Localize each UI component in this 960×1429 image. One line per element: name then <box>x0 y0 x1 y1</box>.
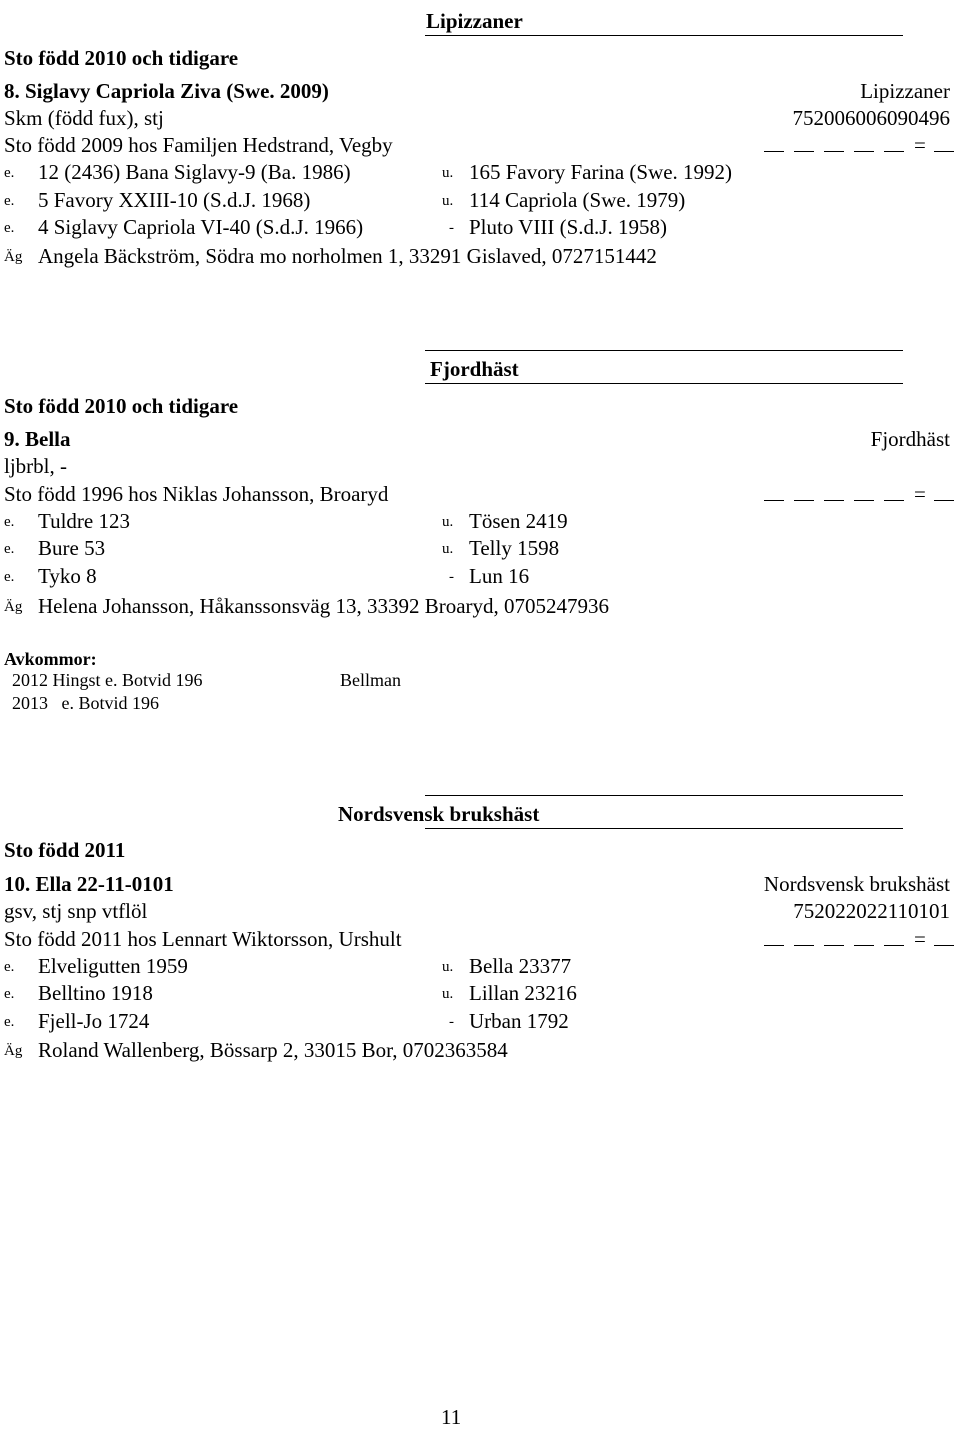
pedigree-sire: Bure 53 <box>38 536 106 560</box>
score-blanks <box>764 929 954 950</box>
owner: Angela Bäckström, Södra mo norholmen 1, 33291 Gislaved, 0727151442 <box>38 244 657 268</box>
pedigree-dam: Bella 23377 <box>469 954 572 978</box>
pedigree-prefix: e. <box>4 541 15 557</box>
category-title: Sto född 2010 och tidigare <box>4 394 239 418</box>
heading-rule <box>425 35 903 36</box>
pedigree-sep: u. <box>442 959 454 975</box>
owner-label: Äg <box>4 599 23 615</box>
horse-color: ljbrbl, - <box>4 454 67 478</box>
pedigree-dam: Pluto VIII (S.d.J. 1958) <box>469 215 667 239</box>
horse-reg-number: 752022022110101 <box>793 899 950 923</box>
heading-rule <box>425 383 903 384</box>
score-blanks <box>764 135 954 156</box>
score-blank <box>764 929 784 946</box>
category-title: Sto född 2011 <box>4 838 126 862</box>
owner-label: Äg <box>4 249 23 265</box>
score-blanks <box>764 484 954 505</box>
pedigree-sep: u. <box>442 165 454 181</box>
pedigree-sire: Tuldre 123 <box>38 509 130 533</box>
pedigree-dam: Urban 1792 <box>469 1009 569 1033</box>
score-blank <box>824 484 844 501</box>
pedigree-prefix: e. <box>4 959 15 975</box>
horse-name: 8. Siglavy Capriola Ziva (Swe. 2009) <box>4 79 329 103</box>
score-blank <box>884 484 904 501</box>
pedigree-dam: Lillan 23216 <box>469 981 577 1005</box>
pedigree-prefix: e. <box>4 165 15 181</box>
score-blank <box>884 929 904 946</box>
pedigree-sire: Fjell-Jo 1724 <box>38 1009 150 1033</box>
bred-by: Sto född 2011 hos Lennart Wiktorsson, Urshult <box>4 927 402 951</box>
pedigree-sire: Tyko 8 <box>38 564 97 588</box>
pedigree-sep: - <box>449 1014 454 1030</box>
pedigree-sep: u. <box>442 193 454 209</box>
pedigree-prefix: e. <box>4 986 15 1002</box>
score-blank <box>824 929 844 946</box>
score-blank <box>854 135 874 152</box>
pedigree-prefix: e. <box>4 193 15 209</box>
horse-breed: Lipizzaner <box>860 79 950 103</box>
pedigree-dam: 114 Capriola (Swe. 1979) <box>469 188 686 212</box>
offspring-name: Bellman <box>340 670 401 690</box>
horse-name: 10. Ella 22-11-0101 <box>4 872 174 896</box>
pedigree-prefix: e. <box>4 220 15 236</box>
pedigree-dam: Tösen 2419 <box>469 509 568 533</box>
pedigree-sep: - <box>449 220 454 236</box>
section-heading: Nordsvensk brukshäst <box>338 802 540 826</box>
offspring-row: 2013 e. Botvid 196 <box>12 693 159 713</box>
score-total-blank <box>934 135 954 152</box>
horse-breed: Fjordhäst <box>870 427 950 451</box>
heading-rule-top <box>425 795 903 796</box>
score-blank <box>764 484 784 501</box>
pedigree-sire: 5 Favory XXIII-10 (S.d.J. 1968) <box>38 188 311 212</box>
pedigree-dam: Lun 16 <box>469 564 530 588</box>
score-total-blank <box>934 484 954 501</box>
pedigree-sire: 4 Siglavy Capriola VI-40 (S.d.J. 1966) <box>38 215 364 239</box>
pedigree-prefix: e. <box>4 1014 15 1030</box>
pedigree-prefix: e. <box>4 514 15 530</box>
bred-by: Sto född 2009 hos Familjen Hedstrand, Vegby <box>4 133 393 157</box>
pedigree-prefix: e. <box>4 569 15 585</box>
section-heading: Lipizzaner <box>426 9 523 33</box>
horse-breed: Nordsvensk brukshäst <box>763 872 950 896</box>
pedigree-sep: - <box>449 569 454 585</box>
pedigree-sep: u. <box>442 514 454 530</box>
score-blank <box>794 135 814 152</box>
pedigree-sire: 12 (2436) Bana Siglavy-9 (Ba. 1986) <box>38 160 351 184</box>
score-equals: = <box>914 927 926 951</box>
pedigree-sep: u. <box>442 986 454 1002</box>
owner: Roland Wallenberg, Bössarp 2, 33015 Bor, 0702363584 <box>38 1038 508 1062</box>
page-number: 11 <box>441 1405 462 1429</box>
score-equals: = <box>914 482 926 506</box>
owner: Helena Johansson, Håkanssonsväg 13, 33392 Broaryd, 0705247936 <box>38 594 610 618</box>
horse-color: Skm (född fux), stj <box>4 106 164 130</box>
section-heading: Fjordhäst <box>430 357 519 381</box>
score-equals: = <box>914 133 926 157</box>
offspring-row: 2012 Hingst e. Botvid 196 <box>12 670 203 690</box>
score-blank <box>854 484 874 501</box>
bred-by: Sto född 1996 hos Niklas Johansson, Broaryd <box>4 482 389 506</box>
score-blank <box>794 484 814 501</box>
owner-label: Äg <box>4 1043 23 1059</box>
score-blank <box>794 929 814 946</box>
score-blank <box>884 135 904 152</box>
offspring-label: Avkommor: <box>4 649 97 669</box>
pedigree-dam: 165 Favory Farina (Swe. 1992) <box>469 160 733 184</box>
score-blank <box>854 929 874 946</box>
pedigree-sire: Elveligutten 1959 <box>38 954 188 978</box>
heading-rule-top <box>425 350 903 351</box>
score-blank <box>824 135 844 152</box>
pedigree-sep: u. <box>442 541 454 557</box>
heading-rule <box>425 828 903 829</box>
pedigree-sire: Belltino 1918 <box>38 981 153 1005</box>
score-blank <box>764 135 784 152</box>
score-total-blank <box>934 929 954 946</box>
horse-reg-number: 752006006090496 <box>792 106 950 130</box>
category-title: Sto född 2010 och tidigare <box>4 46 239 70</box>
pedigree-dam: Telly 1598 <box>469 536 560 560</box>
horse-name: 9. Bella <box>4 427 71 451</box>
horse-color: gsv, stj snp vtflöl <box>4 899 148 923</box>
